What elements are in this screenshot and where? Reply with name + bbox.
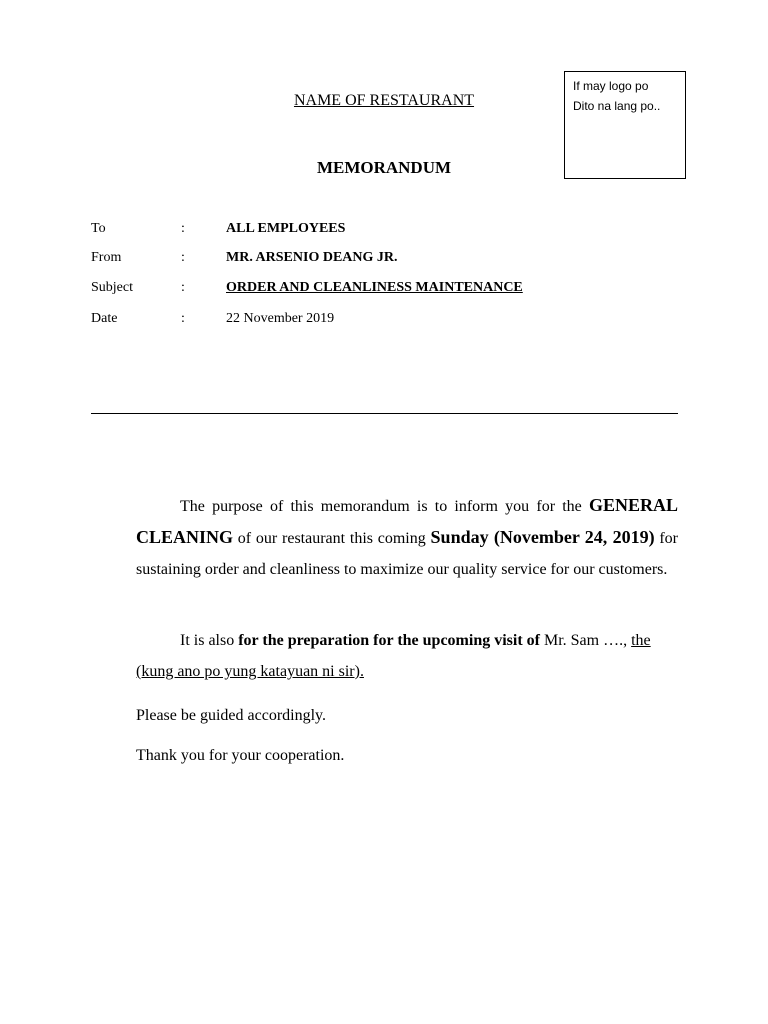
from-row [91,250,691,270]
p2-mr-sam: Mr. Sam …., [543,632,632,649]
from-value: MR. ARSENIO DEANG JR. [226,250,398,265]
from-colon: : [181,250,185,265]
p1-text-a: The purpose of this memorandum is to inform you for the [180,498,589,515]
logo-placeholder-line1: If may logo po [573,79,649,93]
header-divider [91,413,678,414]
to-colon: : [181,221,185,236]
to-value: ALL EMPLOYEES [226,221,346,236]
restaurant-name-heading [0,92,768,110]
date-row [91,311,691,331]
paragraph-visit [136,625,678,687]
paragraph-guided: Please be guided accordingly. [136,707,327,724]
to-row [91,221,691,241]
restaurant-name: NAME OF RESTAURANT [293,92,475,109]
to-label: To [91,221,106,236]
paragraph-thanks: Thank you for your cooperation. [136,747,345,764]
subject-value: ORDER AND CLEANLINESS MAINTENANCE [226,280,523,295]
logo-placeholder-line2: Dito na lang po.. [573,99,661,113]
p1-text-e: for sustaining order and cleanliness to maximize our quality service for our customers. [136,530,679,578]
memo-title: MEMORANDUM [316,158,452,177]
paragraph-purpose [136,490,678,585]
date-value: 22 November 2019 [226,311,335,326]
subject-label: Subject [91,280,133,295]
p1-date-emphasis: Sunday (November 24, 2019) [430,527,655,547]
p1-general-cleaning: GENERAL CLEANING [136,495,678,547]
from-label: From [91,250,122,265]
subject-row [91,280,691,300]
p2-preparation: for the preparation for the upcoming visit of [238,632,544,649]
p1-text-c: of our restaurant this coming [233,530,431,547]
date-colon: : [181,311,185,326]
p2-text-a: It is also [180,632,239,649]
date-label: Date [91,311,118,326]
p2-title-note: the (kung ano po yung katayuan ni sir). [136,632,651,680]
subject-colon: : [181,280,185,295]
